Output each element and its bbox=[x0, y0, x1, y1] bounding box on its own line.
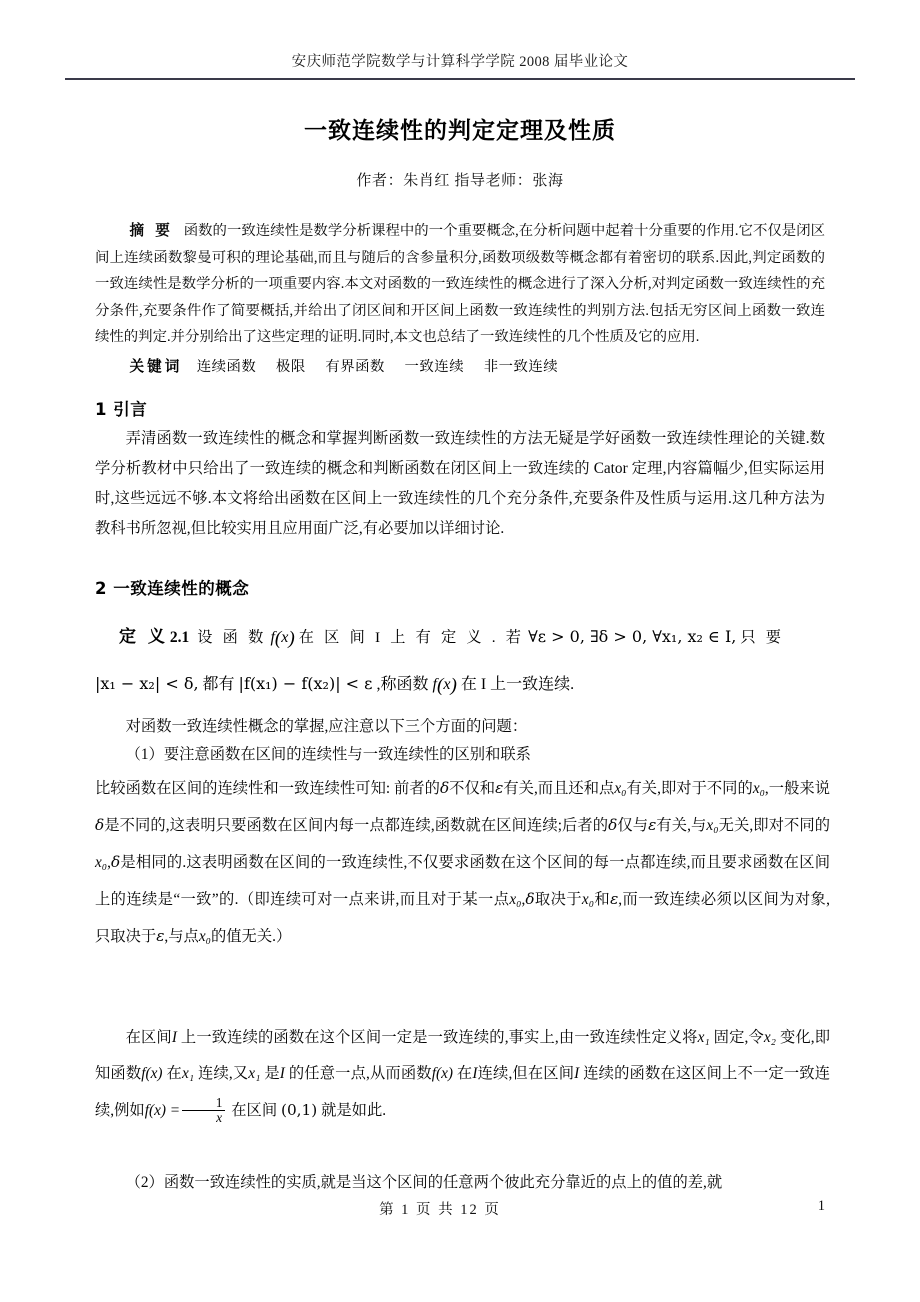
int-t13: 就是如此. bbox=[321, 1102, 387, 1119]
point-2-block bbox=[95, 1168, 830, 1198]
function-symbol: f(x) bbox=[141, 1065, 163, 1082]
x0-symbol: x₀ bbox=[581, 891, 595, 908]
definition-line-1 bbox=[95, 620, 825, 656]
function-symbol: f(x) bbox=[431, 1065, 453, 1082]
keyword-item: 一致连续 bbox=[404, 358, 465, 375]
definition-prefix: 设 函 数 bbox=[197, 629, 267, 646]
x0-symbol: x₀ bbox=[95, 854, 108, 871]
int-t11: 连续的函数在这区间上不一定一致连续,例如 bbox=[95, 1065, 830, 1119]
epsilon-symbol: ε bbox=[156, 927, 165, 945]
abstract-paragraph bbox=[95, 218, 825, 351]
page-title: 一致连续性的判定定理及性质 bbox=[304, 118, 616, 144]
running-header bbox=[65, 52, 855, 72]
running-header-text: 安庆师范学院数学与计算科学学院 2008 届毕业论文 bbox=[291, 54, 629, 70]
delta-symbol: δ bbox=[525, 890, 535, 908]
definition-inequality-1: |x₁ − x₂| < δ, bbox=[95, 674, 199, 693]
keywords-line bbox=[95, 353, 825, 381]
cmp-t7: 仅与 bbox=[617, 817, 649, 834]
cmp-t5: ,一般来说 bbox=[764, 780, 830, 797]
x0-symbol: x₀ bbox=[198, 928, 211, 945]
header-divider-rule bbox=[65, 78, 855, 80]
interval-I-symbol: I bbox=[574, 1065, 580, 1082]
cmp-t1: 比较函数在区间的连续性和一致连续性可知: 前者的 bbox=[95, 780, 440, 797]
definition-connector-1: 都有 bbox=[202, 676, 235, 693]
cmp-t8: 有关,与 bbox=[656, 817, 707, 834]
definition-quantifier-math: ∀ε > 0, ∃δ > 0, ∀x₁, x₂ ∈ I, bbox=[528, 627, 737, 646]
definition-label: 定 义 bbox=[119, 627, 168, 647]
delta-symbol: δ bbox=[110, 853, 121, 871]
definition-connector-2: ,称函数 bbox=[376, 676, 429, 693]
epsilon-symbol: ε bbox=[610, 890, 619, 908]
epsilon-symbol: ε bbox=[648, 816, 657, 834]
keyword-item: 有界函数 bbox=[325, 358, 385, 375]
fraction-one-over-x bbox=[182, 1096, 225, 1125]
cmp-t16: ,与点 bbox=[164, 928, 199, 945]
x0-symbol: x₀ bbox=[706, 817, 719, 834]
int-t3: 固定,令 bbox=[713, 1029, 764, 1046]
int-t6: 连续,又 bbox=[198, 1065, 249, 1082]
title-block bbox=[95, 116, 825, 192]
cmp-t14: 和 bbox=[594, 891, 611, 908]
keyword-item: 非一致连续 bbox=[483, 358, 559, 375]
interval-I-symbol: I bbox=[171, 1029, 177, 1046]
delta-symbol: δ bbox=[608, 816, 618, 834]
int-t7: 是 bbox=[264, 1065, 280, 1082]
point-1-block bbox=[95, 740, 825, 770]
comparison-paragraph bbox=[95, 770, 830, 955]
x2-symbol: x₂ bbox=[763, 1029, 776, 1046]
delta-symbol: δ bbox=[95, 816, 105, 834]
point-1-text: （1）要注意函数在区间的连续性与一致连续性的区别和联系 bbox=[125, 746, 531, 763]
int-t12: 在区间 bbox=[231, 1102, 278, 1119]
section-1-paragraph: 弄清函数一致连续性的概念和掌握判断函数一致连续性的方法无疑是学好函数一致连续性理论的关键.数学分析教材中只给出了一致连续的概念和判断函数在闭区间上一致连续的 Cator 定理,内容篇幅少,但实际运用时,这些远远不够.本文将给出函数在区间上一致连续性的几个充分条件,充要条件及性质与运用.这几种方法为教科书所忽视,但比较实用且应用面广泛,有必要加以详细讨论. bbox=[95, 430, 825, 537]
definition-number: 2.1 bbox=[169, 629, 190, 646]
int-t1: 在区间 bbox=[125, 1029, 172, 1046]
cmp-t6: 是不同的,这表明只要函数在区间内每一点都连续,函数就在区间连续;后者的 bbox=[104, 817, 609, 834]
point-2-text: （2）函数一致连续性的实质,就是当这个区间的任意两个彼此充分靠近的点上的值的差,就 bbox=[125, 1174, 723, 1191]
definition-followup bbox=[95, 712, 825, 742]
definition-tail-text: 在 I 上一致连续. bbox=[460, 676, 575, 693]
definition-mid-text: 在 区 间 I 上 有 定 义 . 若 bbox=[298, 629, 525, 646]
delta-symbol: δ bbox=[439, 779, 450, 797]
definition-inequality-2: |f(x₁) − f(x₂)| < ε bbox=[238, 674, 373, 693]
cmp-t11: 是相同的.这表明函数在区间的一致连续性,不仅要求函数在这个区间的每一点都连续,而且要求函数在区间上的连续是“一致”的.（即连续可对一点来讲,而且对于某一点 bbox=[95, 854, 830, 908]
definition-line-2 bbox=[95, 667, 825, 703]
abstract-text: 函数的一致连续性是数学分析课程中的一个重要概念,在分析问题中起着十分重要的作用.它不仅是闭区间上连续函数黎曼可积的理论基础,而且与随后的含参量积分,函数项级数等概念都有着密切的联系.因此,判定函数的一致连续性是数学分析的一项重要内容.本文对函数的一致连续性的概念进行了深入分析,对判定函数一致连续性的充分条件,充要条件作了简要概括,并给出了闭区间和开区间上函数一致连续性的判别方法.包括无穷区间上函数一致连续性的判定.并分别给出了这些定理的证明.同时,本文也总结了一致连续性的几个性质及它的应用. bbox=[95, 223, 825, 345]
definition-function-symbol: f(x) bbox=[270, 627, 295, 649]
definition-followup-text: 对函数一致连续性概念的掌握,应注意以下三个方面的问题： bbox=[125, 718, 528, 735]
author-byline: 作者：朱肖红 指导老师：张海 bbox=[356, 173, 564, 189]
int-t8: 的任意一点,从而函数 bbox=[288, 1065, 432, 1082]
cmp-t17: 的值无关.） bbox=[210, 928, 292, 945]
int-t5: 在 bbox=[166, 1065, 182, 1082]
x0-symbol: x₀ bbox=[509, 891, 522, 908]
x1-symbol: x₁ bbox=[248, 1065, 261, 1082]
cmp-t15: ,而一致连续必须以区间为对象, 只取决于 bbox=[95, 891, 830, 945]
keywords-label: 关键词 bbox=[129, 357, 183, 375]
epsilon-symbol: ε bbox=[495, 779, 504, 797]
x0-symbol: x₀ bbox=[752, 780, 765, 797]
fraction-denominator: x bbox=[182, 1110, 225, 1125]
definition-suffix-text: 只 要 bbox=[740, 629, 785, 646]
cmp-t4: 有关,即对于不同的 bbox=[626, 780, 753, 797]
page-footer bbox=[95, 1198, 825, 1222]
footer-page-of: 第 1 页 共 12 页 bbox=[379, 1202, 501, 1218]
cmp-t9: 无关,即对不同的 bbox=[718, 817, 830, 834]
example-function: f(x) = bbox=[144, 1102, 181, 1119]
fraction-numerator: 1 bbox=[215, 1094, 223, 1110]
cmp-t13: 取决于 bbox=[534, 891, 582, 908]
open-interval-notation: (0,1) bbox=[280, 1101, 318, 1119]
section-1-heading: 1 引言 bbox=[95, 400, 148, 419]
section-2-heading: 2 一致连续性的概念 bbox=[95, 579, 250, 598]
abstract-block bbox=[95, 218, 825, 381]
int-t10: 连续,但在区间 bbox=[477, 1065, 575, 1082]
interval-I-symbol: I bbox=[279, 1065, 285, 1082]
cmp-t3: 有关,而且还和点 bbox=[503, 780, 615, 797]
int-t9: 在 bbox=[456, 1065, 473, 1082]
int-t2: 上一致连续的函数在这个区间一定是一致连续的,事实上,由一致连续性定义将 bbox=[180, 1029, 698, 1046]
keyword-item: 连续函数 bbox=[196, 358, 257, 375]
int-t4: 变化,即知函数 bbox=[95, 1029, 831, 1082]
x1-symbol: x₁ bbox=[181, 1065, 195, 1082]
cmp-t2: 不仅和 bbox=[449, 780, 496, 797]
cmp-t12: , bbox=[521, 891, 526, 908]
interval-paragraph bbox=[95, 1020, 830, 1129]
cmp-t10: , bbox=[107, 854, 111, 871]
definition-function-symbol-2: f(x) bbox=[432, 674, 457, 696]
footer-page-number: 1 bbox=[817, 1198, 825, 1214]
keyword-item: 极限 bbox=[275, 358, 306, 375]
interval-I-symbol: I bbox=[472, 1065, 478, 1082]
x1-symbol: x₁ bbox=[697, 1029, 710, 1046]
x0-symbol: x₀ bbox=[614, 780, 627, 797]
section-1-body bbox=[95, 424, 825, 544]
abstract-label: 摘 要 bbox=[129, 222, 173, 239]
